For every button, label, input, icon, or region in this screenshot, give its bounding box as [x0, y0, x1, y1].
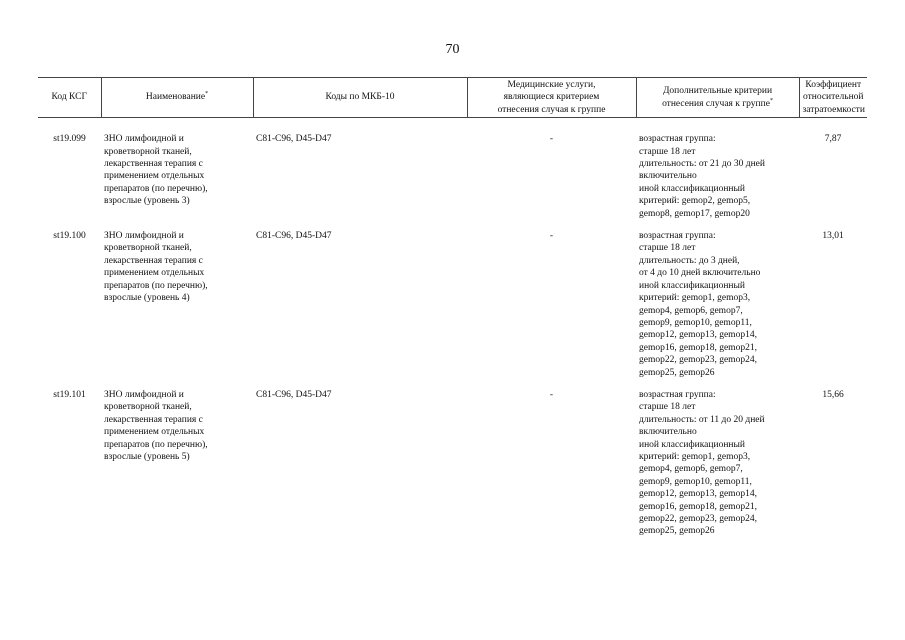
criteria-line: gemop4, gemop6, gemop7,: [639, 464, 743, 475]
criteria-line: длительность: от 11 до 20 дней: [639, 414, 765, 425]
criteria-line: gemop9, gemop10, gemop11,: [639, 476, 752, 487]
criteria: [636, 230, 799, 389]
criteria-line: gemop22, gemop23, gemop24,: [639, 355, 757, 366]
header-criteria: [636, 78, 799, 118]
name-line: лекарственная терапия с: [104, 414, 203, 425]
header-name-footnote-mark: *: [205, 91, 209, 98]
table-row: [38, 118, 867, 230]
criteria-line: gemop4, gemop6, gemop7,: [639, 305, 743, 316]
cost-coefficient: 7,87: [824, 134, 842, 145]
header-services-line: Медицинские услуги,: [507, 80, 596, 90]
name-line: препаратов (по перечню),: [104, 439, 208, 450]
name-line: применением отдельных: [104, 427, 205, 438]
criteria: [636, 389, 799, 548]
name-line: ЗНО лимфоидной и: [104, 134, 184, 145]
icd-codes: C81-C96, D45-D47: [256, 389, 332, 400]
name-line: препаратов (по перечню),: [104, 280, 208, 291]
header-icd: Коды по МКБ-10: [253, 78, 467, 118]
table-row: [38, 389, 867, 548]
criteria-line: иной классификационный: [639, 439, 745, 450]
header-coef-line: затратоемкости: [802, 104, 865, 115]
ksg-name: [101, 118, 253, 230]
criteria-line: gemop12, gemop13, gemop14,: [639, 489, 757, 500]
table-row: [38, 230, 867, 389]
header-name-label: Наименование: [145, 92, 206, 103]
name-line: кроветворной тканей,: [104, 402, 192, 413]
name-line: применением отдельных: [104, 268, 205, 279]
icd-codes: C81-C96, D45-D47: [256, 231, 332, 242]
name-line: кроветворной тканей,: [104, 146, 192, 157]
criteria: [636, 118, 799, 230]
name-line: взрослые (уровень 4): [104, 293, 190, 304]
criteria-line: возрастная группа:: [639, 134, 716, 145]
name-line: применением отдельных: [104, 171, 205, 182]
header-criteria-line: Дополнительные критерии: [662, 86, 773, 97]
criteria-line: иной классификационный: [639, 280, 745, 291]
name-line: взрослые (уровень 5): [104, 451, 190, 462]
criteria-line: критерий: gemop1, gemop3,: [639, 293, 751, 304]
cost-coefficient: 15,66: [822, 389, 844, 400]
services: -: [549, 389, 554, 400]
page-number: 70: [445, 42, 460, 57]
criteria-line: критерий: gemop1, gemop3,: [639, 451, 751, 462]
header-code: Код КСГ: [38, 78, 101, 118]
header-criteria-footnote-mark: *: [769, 97, 773, 104]
criteria-line: gemop12, gemop13, gemop14,: [639, 330, 757, 341]
criteria-line: gemop16, gemop18, gemop21,: [639, 501, 757, 512]
criteria-line: старше 18 лет: [639, 243, 696, 254]
name-line: препаратов (по перечню),: [104, 183, 208, 194]
services: -: [549, 134, 554, 145]
criteria-line: возрастная группа:: [639, 389, 716, 400]
header-services-line: отнесения случая к группе: [497, 104, 606, 115]
cost-coefficient: 13,01: [822, 231, 844, 242]
header-coef: [799, 78, 867, 118]
services: -: [549, 231, 554, 242]
table-header-row: [38, 78, 867, 118]
header-services-line: являющиеся критерием: [503, 92, 600, 103]
name-line: взрослые (уровень 3): [104, 196, 190, 207]
criteria-line: gemop25, gemop26: [639, 367, 715, 378]
ksg-table: [38, 77, 867, 548]
criteria-line: иной классификационный: [639, 183, 745, 194]
criteria-line: gemop16, gemop18, gemop21,: [639, 342, 757, 353]
criteria-line: от 4 до 10 дней включительно: [639, 268, 761, 279]
criteria-line: старше 18 лет: [639, 146, 696, 157]
icd-codes: C81-C96, D45-D47: [256, 134, 332, 145]
criteria-line: длительность: от 21 до 30 дней: [639, 159, 765, 170]
ksg-code: st19.101: [53, 389, 86, 400]
criteria-line: длительность: до 3 дней,: [639, 255, 740, 266]
criteria-line: возрастная группа:: [639, 231, 716, 242]
criteria-line: gemop8, gemop17, gemop20: [639, 208, 750, 219]
header-criteria-line: [640, 98, 796, 110]
header-name: [101, 78, 253, 118]
ksg-name: [101, 230, 253, 389]
name-line: лекарственная терапия с: [104, 255, 203, 266]
name-line: кроветворной тканей,: [104, 243, 192, 254]
header-criteria-label: отнесения случая к группе: [662, 98, 770, 109]
header-services: [467, 78, 636, 118]
criteria-line: gemop22, gemop23, gemop24,: [639, 514, 757, 524]
header-coef-line: относительной: [802, 92, 864, 103]
criteria-line: gemop25, gemop26: [639, 526, 715, 537]
criteria-line: включительно: [639, 427, 697, 438]
ksg-code: st19.100: [53, 231, 86, 242]
criteria-line: gemop9, gemop10, gemop11,: [639, 317, 752, 328]
header-coef-line: Коэффициент: [805, 80, 862, 90]
ksg-code: st19.099: [53, 134, 86, 145]
criteria-line: старше 18 лет: [639, 402, 696, 413]
ksg-name: [101, 389, 253, 548]
name-line: ЗНО лимфоидной и: [104, 231, 184, 242]
name-line: лекарственная терапия с: [104, 159, 203, 170]
name-line: ЗНО лимфоидной и: [104, 389, 184, 400]
criteria-line: включительно: [639, 171, 697, 182]
criteria-line: критерий: gemop2, gemop5,: [639, 196, 751, 207]
